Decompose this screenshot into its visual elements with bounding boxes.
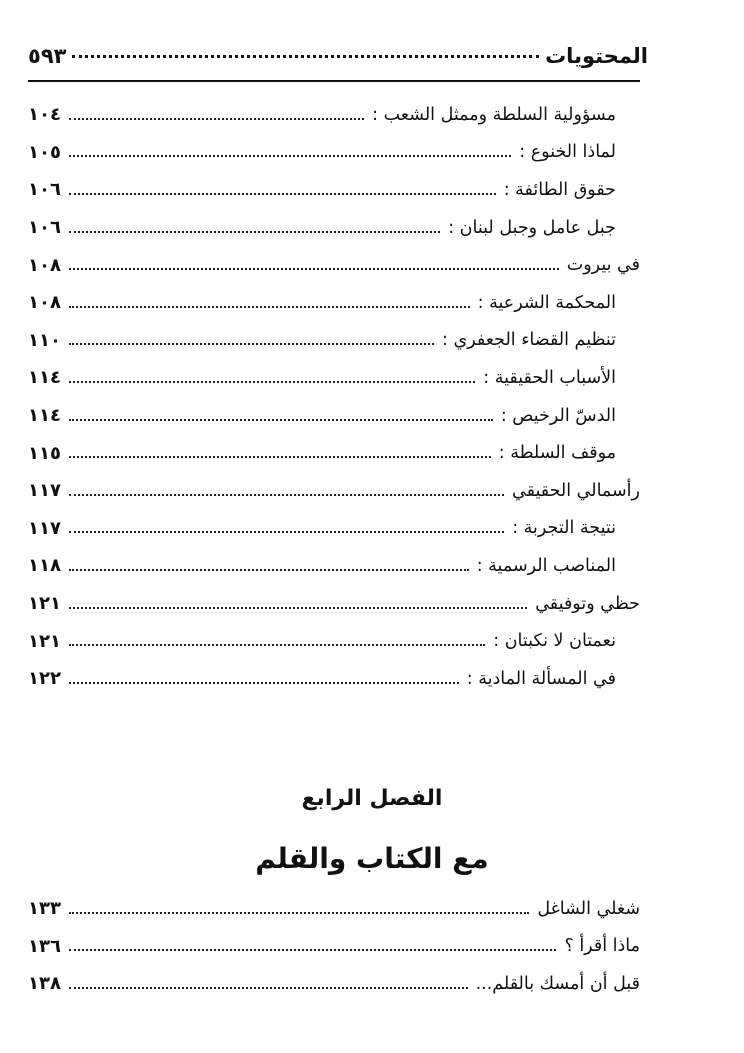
toc-entry[interactable] (28, 928, 644, 966)
toc-entry[interactable] (28, 585, 644, 623)
toc-entry-page: ١٢١ (28, 630, 61, 652)
toc-entry-page: ١٠٨ (28, 254, 61, 276)
toc-entry-label: موقف السلطة : (498, 443, 616, 464)
header-leader-dots (72, 55, 539, 58)
toc-entry-page: ١٠٤ (28, 104, 61, 126)
toc-leader-dots (69, 419, 493, 421)
toc-entry-page: ١١٠ (28, 329, 61, 351)
toc-leader-dots (69, 381, 475, 383)
toc-leader-dots (69, 531, 504, 533)
toc-entry-page: ١١٤ (28, 367, 61, 389)
toc-entry-page: ١١٨ (28, 555, 61, 577)
toc-entry-label: في المسألة المادية : (466, 668, 616, 689)
toc-leader-dots (69, 987, 468, 989)
toc-entry[interactable] (28, 359, 644, 397)
toc-leader-dots (69, 231, 440, 233)
toc-entry[interactable] (28, 209, 644, 247)
toc-entry-label: جبل عامل وجبل لبنان : (448, 217, 616, 238)
toc-leader-dots (69, 494, 504, 496)
toc-entry-page: ١١٧ (28, 517, 61, 539)
toc-leader-dots (69, 193, 496, 195)
chapter-title: مع الكتاب والقلم (255, 842, 489, 875)
toc-entry[interactable] (28, 434, 644, 472)
toc-entry[interactable] (28, 660, 644, 698)
toc-entry-label: قبل أن أمسك بالقلم... (475, 973, 640, 994)
toc-entry[interactable] (28, 397, 644, 435)
toc-entry[interactable] (28, 134, 644, 172)
toc-entry[interactable] (28, 965, 644, 1003)
toc-entry-page: ١٣٨ (28, 973, 61, 995)
toc-entry[interactable] (28, 96, 644, 134)
toc-leader-dots (69, 949, 557, 951)
toc-entry-label: مسؤولية السلطة وممثل الشعب : (372, 104, 616, 125)
toc-entry-page: ١٣٦ (28, 935, 61, 957)
toc-entry-label: المحكمة الشرعية : (477, 292, 616, 313)
toc-entry[interactable] (28, 246, 644, 284)
toc-leader-dots (69, 456, 491, 458)
header-rule (28, 80, 640, 82)
toc-list (28, 96, 644, 698)
toc-entry-page: ١٠٥ (28, 141, 61, 163)
chapter-number: الفصل الرابع (301, 786, 443, 811)
toc-list-chapter4 (28, 890, 644, 1003)
toc-entry-label: رأسمالي الحقيقي (512, 480, 640, 501)
toc-leader-dots (69, 912, 529, 914)
toc-entry-label: نعمتان لا نكبتان : (493, 631, 616, 652)
toc-entry-page: ١٣٣ (28, 898, 61, 920)
toc-entry-label: الدسّ الرخيص : (500, 405, 616, 426)
toc-entry-label: نتيجة التجربة : (512, 518, 616, 539)
toc-entry-page: ١٠٦ (28, 217, 61, 239)
toc-entry[interactable] (28, 284, 644, 322)
toc-leader-dots (69, 607, 527, 609)
toc-entry-label: حقوق الطائفة : (503, 179, 616, 200)
toc-leader-dots (69, 644, 485, 646)
toc-entry-label: ماذا أقرأ ؟ (564, 936, 640, 957)
toc-leader-dots (69, 343, 434, 345)
header-title: المحتويات (545, 44, 648, 68)
toc-entry[interactable] (28, 547, 644, 585)
toc-entry-page: ١٢١ (28, 593, 61, 615)
toc-entry-label: الأسباب الحقيقية : (483, 367, 616, 388)
toc-entry-page: ١٢٢ (28, 668, 61, 690)
toc-entry-label: لماذا الخنوع : (519, 142, 616, 163)
toc-entry[interactable] (28, 890, 644, 928)
page-header (28, 44, 648, 76)
toc-entry-page: ١١٥ (28, 442, 61, 464)
toc-entry-label: تنظيم القضاء الجعفري : (442, 330, 616, 351)
toc-entry-page: ١٠٦ (28, 179, 61, 201)
toc-leader-dots (69, 682, 459, 684)
toc-entry[interactable] (28, 171, 644, 209)
toc-entry-label: المناصب الرسمية : (476, 555, 616, 576)
toc-entry-label: شغلي الشاغل (537, 898, 640, 919)
toc-entry-page: ١٠٨ (28, 292, 61, 314)
toc-leader-dots (69, 155, 511, 157)
toc-leader-dots (69, 306, 470, 308)
toc-entry-label: في بيروت (566, 255, 640, 276)
toc-leader-dots (69, 268, 559, 270)
toc-leader-dots (69, 569, 469, 571)
toc-entry[interactable] (28, 472, 644, 510)
toc-entry-page: ١١٧ (28, 480, 61, 502)
toc-entry[interactable] (28, 622, 644, 660)
toc-entry-label: حظي وتوفيقي (535, 593, 640, 614)
toc-entry[interactable] (28, 510, 644, 548)
toc-entry[interactable] (28, 322, 644, 360)
toc-leader-dots (69, 118, 364, 120)
header-page-number: ٥٩٣ (28, 44, 67, 68)
toc-entry-page: ١١٤ (28, 405, 61, 427)
